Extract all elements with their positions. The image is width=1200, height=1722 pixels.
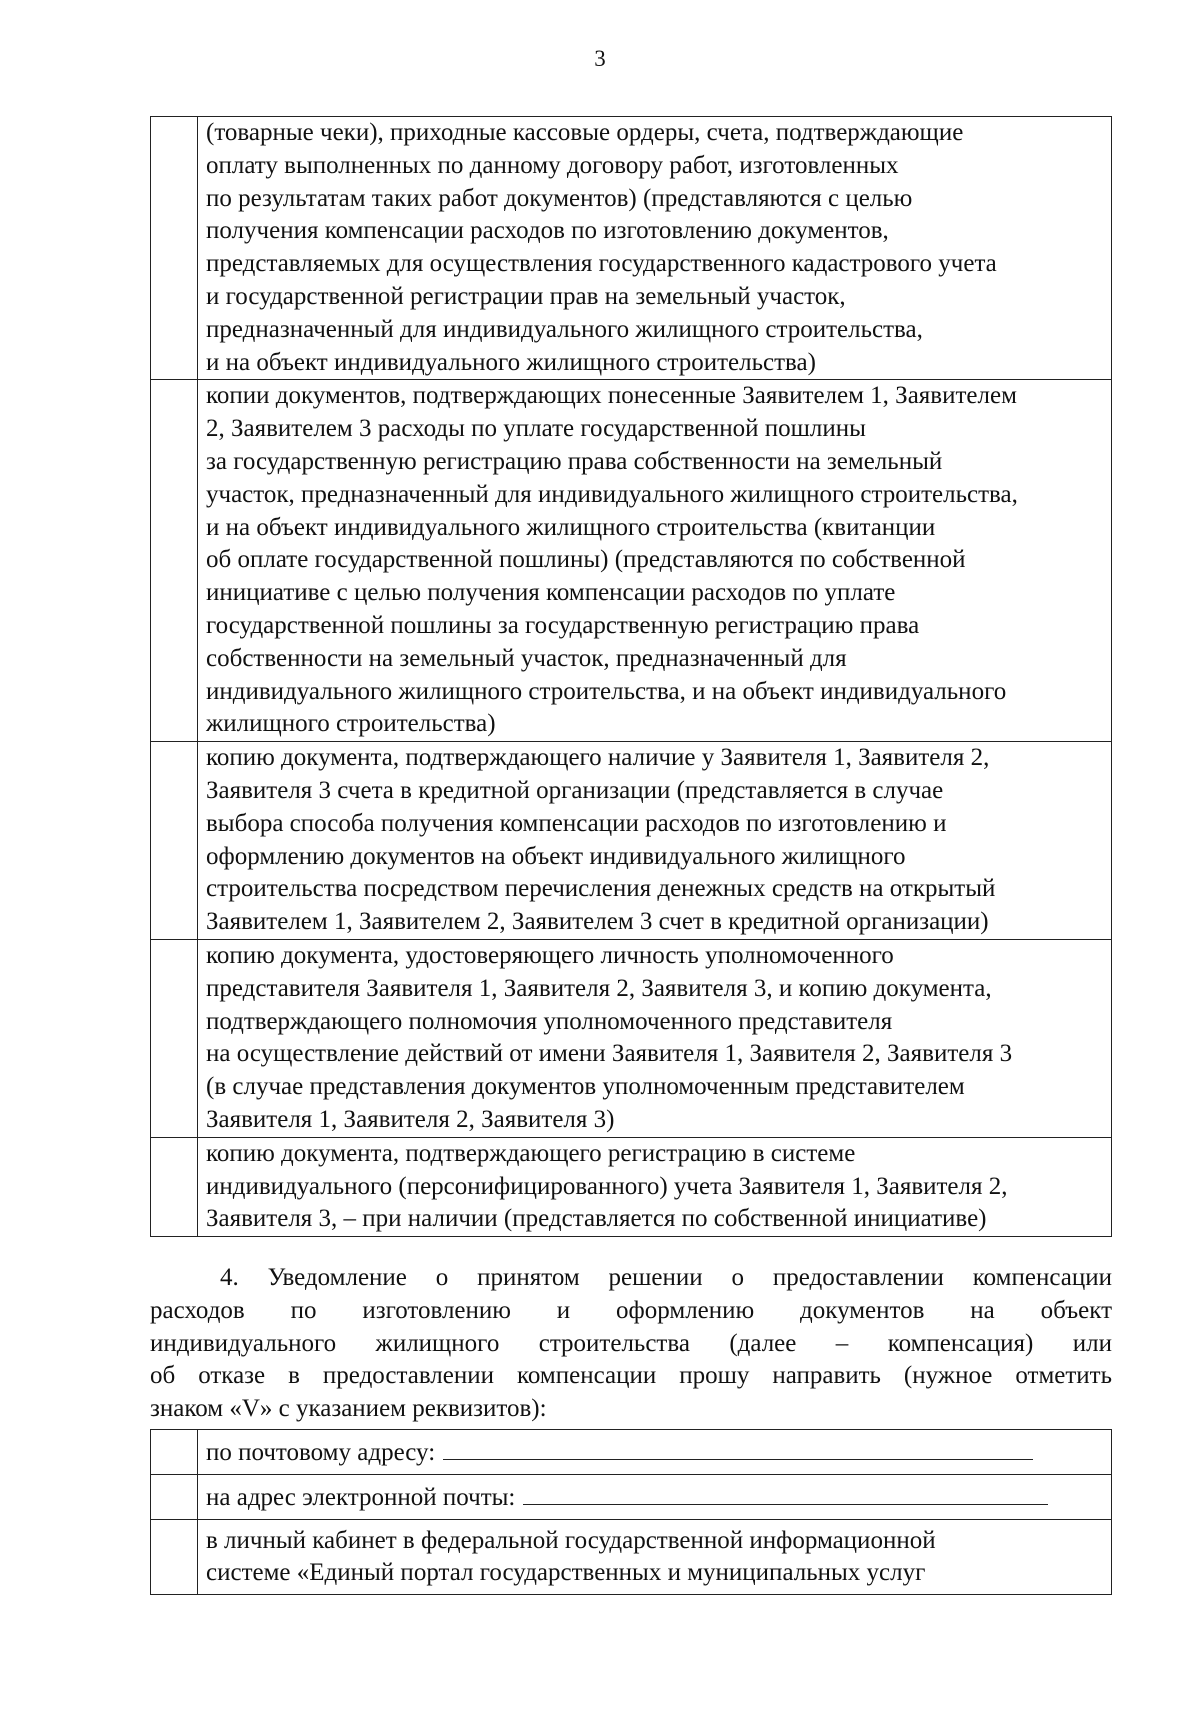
text-line: строительства посредством перечисления денежных средств на открытый xyxy=(206,875,996,903)
table-row xyxy=(151,1430,1112,1475)
text-line: по результатам таких работ документов) (представляются с целью xyxy=(206,184,913,212)
row-text xyxy=(198,117,1112,380)
text-line: получения компенсации расходов по изготовлению документов, xyxy=(206,217,889,245)
table-row xyxy=(151,380,1112,742)
text-line: системе «Единый портал государственных и муниципальных услуг xyxy=(206,1559,926,1587)
text-line: оплату выполненных по данному договору работ, изготовленных xyxy=(206,151,899,179)
text-line: копию документа, подтверждающего наличие у Заявителя 1, Заявителя 2, xyxy=(206,744,990,772)
text-line: и на объект индивидуального жилищного строительства) xyxy=(206,348,816,376)
table-row xyxy=(151,1474,1112,1519)
delivery-options-table xyxy=(150,1429,1112,1595)
text-line: подтверждающего полномочия уполномоченного представителя xyxy=(206,1007,893,1035)
text-line: в личный кабинет в федеральной государственной информационной xyxy=(206,1526,936,1554)
text-line: за государственную регистрацию права собственности на земельный xyxy=(206,447,943,475)
table-row xyxy=(151,117,1112,380)
text-line: представляемых для осуществления государственного кадастрового учета xyxy=(206,250,997,278)
text-line: копии документов, подтверждающих понесенные Заявителем 1, Заявителем xyxy=(206,382,1017,410)
checkbox-cell[interactable] xyxy=(151,1474,198,1519)
row-text xyxy=(198,1474,1112,1519)
text-line: выбора способа получения компенсации расходов по изготовлению и xyxy=(206,809,947,837)
checkbox-cell[interactable] xyxy=(151,380,198,742)
text-line: (товарные чеки), приходные кассовые ордеры, счета, подтверждающие xyxy=(206,119,964,146)
paragraph-line: расходов по изготовлению и оформлению документов на объект xyxy=(150,1296,1112,1324)
table-row xyxy=(151,742,1112,940)
text-line: предназначенный для индивидуального жилищного строительства, xyxy=(206,315,923,343)
text-line: и государственной регистрации прав на земельный участок, xyxy=(206,282,846,310)
checkbox-cell[interactable] xyxy=(151,939,198,1137)
checkbox-cell[interactable] xyxy=(151,742,198,940)
text-line: собственности на земельный участок, предназначенный для xyxy=(206,644,847,672)
text-line: на осуществление действий от имени Заявителя 1, Заявителя 2, Заявителя 3 xyxy=(206,1040,1013,1068)
table-row xyxy=(151,1519,1112,1595)
text-line: 2, Заявителем 3 расходы по уплате государственной пошлины xyxy=(206,415,866,443)
text-line: копию документа, удостоверяющего личность уполномоченного xyxy=(206,941,894,969)
text-line: инициативе с целью получения компенсации расходов по уплате xyxy=(206,579,896,607)
page-number: 3 xyxy=(594,46,606,71)
paragraph-line: индивидуального жилищного строительства (далее – компенсация) или xyxy=(150,1329,1112,1357)
checkbox-cell[interactable] xyxy=(151,1519,198,1595)
text-line: (в случае представления документов уполномоченным представителем xyxy=(206,1073,965,1101)
paragraph-line: 4. Уведомление о принятом решении о предоставлении компенсации xyxy=(220,1264,1112,1291)
paragraph-4 xyxy=(150,1262,1112,1426)
text-line: жилищного строительства) xyxy=(206,710,496,738)
text-line: Заявителя 3, – при наличии (представляется по собственной инициативе) xyxy=(206,1205,987,1233)
paragraph-line: об отказе в предоставлении компенсации прошу направить (нужное отметить xyxy=(150,1362,1112,1390)
text-line: об оплате государственной пошлины) (представляются по собственной xyxy=(206,546,966,574)
fill-in-blank[interactable] xyxy=(523,1480,1048,1505)
checkbox-cell[interactable] xyxy=(151,1430,198,1475)
text-line: государственной пошлины за государственную регистрацию права xyxy=(206,611,920,639)
documents-table xyxy=(150,116,1112,1237)
fill-in-blank[interactable] xyxy=(443,1435,1033,1460)
text-line: индивидуального жилищного строительства, и на объект индивидуального xyxy=(206,677,1007,705)
row-text xyxy=(198,742,1112,940)
text-line: по почтовому адресу: xyxy=(206,1435,1107,1470)
table-row xyxy=(151,939,1112,1137)
text-line: и на объект индивидуального жилищного строительства (квитанции xyxy=(206,513,936,541)
row-text xyxy=(198,1137,1112,1236)
text-line: копию документа, подтверждающего регистрацию в системе xyxy=(206,1139,856,1167)
text-line: участок, предназначенный для индивидуального жилищного строительства, xyxy=(206,480,1018,508)
checkbox-cell[interactable] xyxy=(151,1137,198,1236)
row-text xyxy=(198,1519,1112,1595)
text-line: на адрес электронной почты: xyxy=(206,1480,1107,1515)
text-line: индивидуального (персонифицированного) учета Заявителя 1, Заявителя 2, xyxy=(206,1172,1008,1200)
checkbox-cell[interactable] xyxy=(151,117,198,380)
text-line: Заявителя 3 счета в кредитной организации (представляется в случае xyxy=(206,776,944,804)
row-text xyxy=(198,380,1112,742)
text-line: Заявителем 1, Заявителем 2, Заявителем 3 счет в кредитной организации) xyxy=(206,908,989,936)
table-row xyxy=(151,1137,1112,1236)
text-line: представителя Заявителя 1, Заявителя 2, Заявителя 3, и копию документа, xyxy=(206,974,992,1002)
text-line: Заявителя 1, Заявителя 2, Заявителя 3) xyxy=(206,1105,615,1133)
row-text xyxy=(198,939,1112,1137)
row-text xyxy=(198,1430,1112,1475)
text-line: оформлению документов на объект индивидуального жилищного xyxy=(206,842,906,870)
paragraph-line: знаком «V» с указанием реквизитов): xyxy=(150,1395,547,1423)
